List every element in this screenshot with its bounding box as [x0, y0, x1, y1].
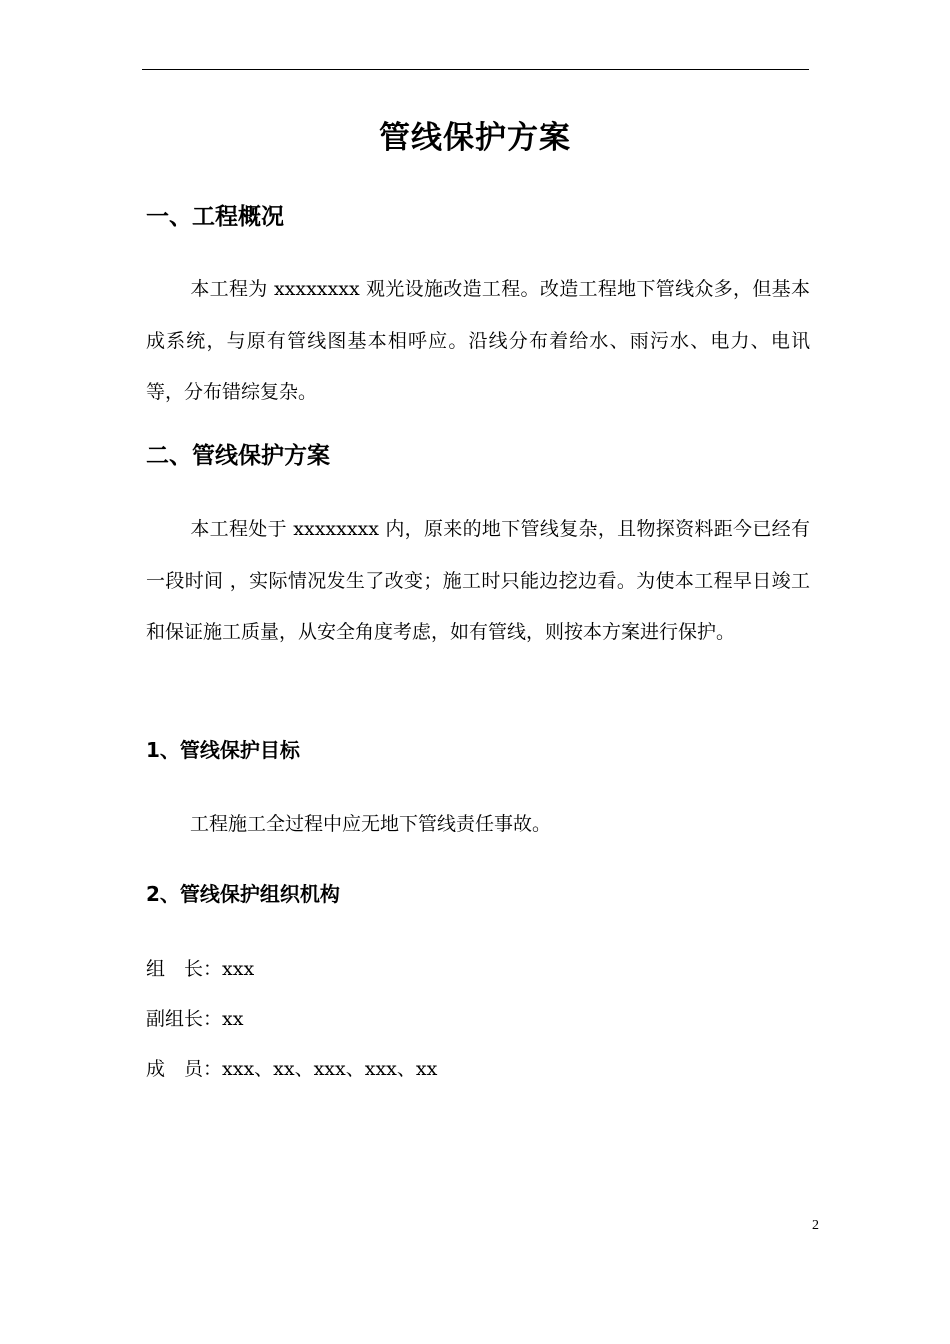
paragraph-overview: [146, 264, 810, 419]
org-role: 组 长：: [146, 958, 223, 980]
document-title: 管线保护方案: [379, 120, 571, 156]
org-members: xxx、xx、xxx、xxx、xx: [222, 1058, 438, 1080]
page-number: 2: [812, 1218, 819, 1233]
org-role: 副组长：: [146, 1008, 223, 1030]
org-members: xxx: [222, 958, 255, 980]
header-rule: [142, 69, 809, 70]
paragraph-plan: [146, 504, 810, 659]
org-role: 成 员：: [146, 1058, 223, 1080]
subsection-heading-goal: 1、管线保护目标: [146, 738, 300, 762]
org-row-leader: [146, 954, 254, 984]
subsection-heading-organization: 2、管线保护组织机构: [146, 882, 340, 906]
paragraph-overview-text: 本工程为 xxxxxxxx 观光设施改造工程。改造工程地下管线众多，但基本成系统，与原有管线图基本相呼应。沿线分布着给水、雨污水、电力、电讯等，分布错综复杂。: [146, 278, 810, 403]
goal-text: 工程施工全过程中应无地下管线责任事故。: [190, 813, 552, 835]
section-heading-overview: 一、工程概况: [146, 204, 284, 230]
paragraph-plan-text: 本工程处于 xxxxxxxx 内，原来的地下管线复杂，且物探资料距今已经有一段时间 ，实际情况发生了改变；施工时只能边挖边看。为使本工程早日竣工和保证施工质量，从安全角度考虑，如有管线，则按本方案进行保护。: [146, 518, 810, 643]
org-members: xx: [222, 1008, 244, 1030]
org-row-deputy: [146, 1004, 243, 1034]
section-heading-plan: 二、管线保护方案: [146, 443, 330, 469]
org-row-members: [146, 1054, 437, 1084]
